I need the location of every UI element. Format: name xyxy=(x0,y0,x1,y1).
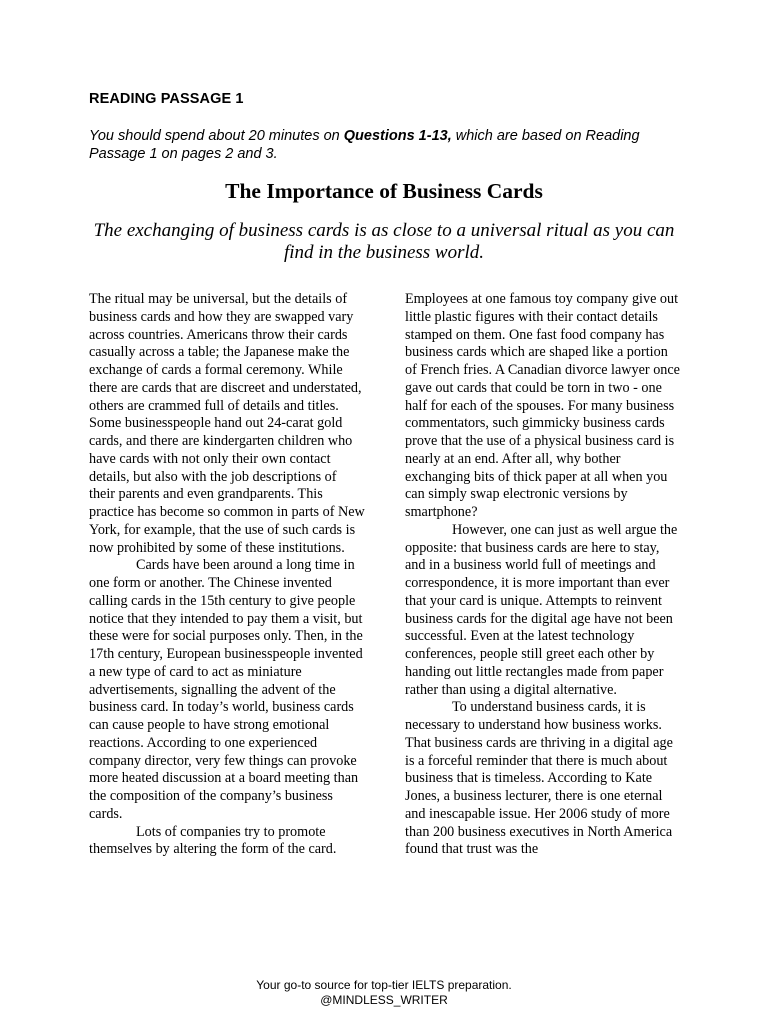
page-footer xyxy=(0,978,768,1008)
paragraph: The ritual may be universal, but the details of business cards and how they are swapped vary across countries. Americans throw their cards casually across a table; the Japanese make the exchange of cards a formal ceremony. While there are cards that are discreet and understated, others are crammed full of details and titles. Some businesspeople hand out 24-carat gold cards, and there are kindergarten children who have cards with not only their own contact details, but also with the job descriptions of their parents and even grandparents. This practice has become so common in parts of New York, for example, that the use of such cards is now prohibited by some of these institutions. xyxy=(89,291,365,556)
right-column xyxy=(405,291,681,859)
instructions-questions: Questions 1-13, xyxy=(343,128,452,144)
paragraph: Employees at one famous toy company give out little plastic figures with their contact details stamped on them. One fast food company has business cards which are shaped like a portion of French fries. A Canadian divorce lawyer once gave out cards that could be torn in two - one half for each of the spouses. For many business commentators, such gimmicky business cards prove that the use of a physical business card is nearly at an end. After all, why bother exchanging bits of thick paper at all when you can simply swap electronic versions by smartphone? xyxy=(405,291,680,520)
footer-tagline: Your go-to source for top-tier IELTS preparation. xyxy=(256,978,512,992)
paragraph: Cards have been around a long time in one form or another. The Chinese invented calling cards in the 15th century to give people notice that they intended to pay them a visit, but these were for social purposes only. Then, in the 17th century, European businesspeople invented a new type of card to act as miniature advertisements, signalling the advent of the business card. In today’s world, business cards can cause people to have strong emotional reactions. According to one experienced company director, very few things can provoke more heated discussion at a board meeting than the composition of the company’s business cards. xyxy=(89,557,363,822)
passage-label: READING PASSAGE 1 xyxy=(89,91,244,107)
instructions xyxy=(89,127,689,163)
instructions-text-end: which are based on Reading Passage 1 on pages 2 and 3. xyxy=(89,128,640,162)
paragraph: To understand business cards, it is necessary to understand how business works. That business cards are thriving in a digital age is a forceful reminder that there is much about business that is timeless. According to Kate Jones, a business lecturer, there is one eternal and inescapable issue. Her 2006 study of more than 200 business executives in North America found that trust was the xyxy=(405,699,673,858)
article-title: The Importance of Business Cards xyxy=(225,179,543,203)
instructions-text: You should spend about 20 minutes on xyxy=(89,128,344,144)
paragraph: However, one can just as well argue the opposite: that business cards are here to stay, and in a business world full of meetings and correspondence, it is more important than ever that your card is unique. Attempts to reinvent business cards for the digital age have not been successful. Even at the latest technology conferences, people still greet each other by handing out little rectangles made from paper rather than using a digital alternative. xyxy=(405,521,678,698)
article-subtitle: The exchanging of business cards is as close to a universal ritual as you can find in the business world. xyxy=(93,220,675,263)
left-column xyxy=(89,291,365,859)
footer-handle: @MINDLESS_WRITER xyxy=(320,993,448,1007)
paragraph: Lots of companies try to promote themselves by altering the form of the card. xyxy=(89,823,337,858)
